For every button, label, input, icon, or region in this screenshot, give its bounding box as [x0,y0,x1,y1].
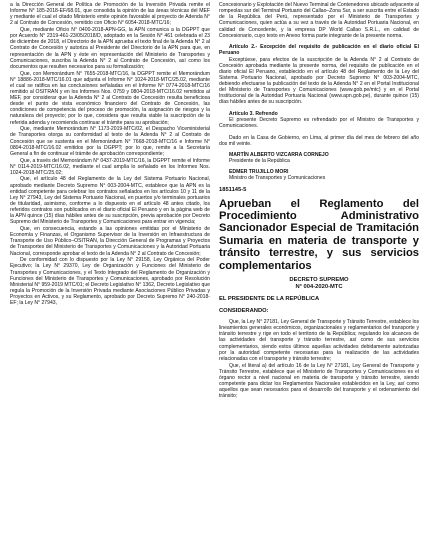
decree-number: N° 004-2020-MTC [295,284,343,291]
left-paragraph: Que, en consecuencia, estando a las opiniones emitidas por el Ministerio de Economía y Finanzas, el Organismo Supervisor de la Inversión en Infraestructura de Transporte de Uso Público–OSITRAN, la Dirección General de Programas y Proyectos de Transportes del Ministerio de Transportes y Comunicaciones y la Autoridad Portuaria Nacional, corresponde aprobar el texto de la Adenda N° 2 al Contrato de Concesión; [10,226,210,257]
left-paragraph: a la Dirección General de Política de Promoción de la Inversión Privada remite el Informe N° 185-2018-EF/68.01, que consolida la opinión de las áreas técnicas del MEF y mediante el cual el citado Ministerio emite opinión favorable al proyecto de Adenda N° 2 al Contrato de Concesión, remitido con Oficio N° 6054-2018-MTC/16; [10,2,210,27]
left-paragraph: Que, mediante Memorándum N° 1173-2019-MTC/02, el Despacho Viceministerial de Transportes otorga su conformidad al texto de la Adenda N° 2 al Contrato de Concesión que se sustenta en el Memorándum N° 7668-2018-MTC/16 e Informe N° 0804-2018-MTC/16.02 emitidos por la DGPPT; por lo que, remite a la Secretaría General a fin de continuar el trámite de aprobación correspondiente; [10,126,210,157]
signature-name: EDMER TRUJILLO MORI [229,169,289,176]
left-column [10,2,210,306]
article-3-label: Artículo 3. Refrendo [229,110,278,117]
signature-role: Ministro de Transportes y Comunicaciones [229,175,326,182]
norm-title: Aprueban el Reglamento del Procedimiento Administrativo Sancionador Especial de Tramitación Sumaria en materia de transporte y tránsito terrestre, y sus servicios complementarios [219,197,419,272]
left-paragraph: Que, con Memorándum N° 7655-2018-MTC/16, la DGPPT remite el Memorándum N° 18886-2018-MTC/16.01 que adjunta el Informe N° 1024-2018-MTC/25.02, mediante el cual se ratifica en las conclusiones señaladas en el Informe N° 0774-2018-MTC/16 remitido al OSITRAN y en los Informes Nos. 0759 y 0804-2018-MTC/16.02 remitidos al MEF, por considerar que la Adenda N° 2 al Contrato de Concesión resulta beneficiosa desde el punto de vista económico financiero del Contrato de Concesión, las condiciones de competencia del proceso de promoción, la asignación de riesgos y la naturaleza del proyecto; por lo que, considera que resulta viable la suscripción de la referida adenda y recomienda continuar el trámite para su aprobación; [10,70,210,126]
decree-title: DECRETO SUPREMO [289,277,349,284]
left-paragraph: Que, a través del Memorándum N° 0437-2019-MTC/16, la DGPPT remite el Informe N° 0114-2019-MTC/16.02, mediante el cual amplía lo señalado en los Informes Nos. 1024-2018-MTC/25.02; [10,157,210,176]
president-heading: EL PRESIDENTE DE LA REPÚBLICA [219,296,320,303]
right-column [219,2,419,399]
left-paragraph: Que, el artículo 48 del Reglamento de la Ley del Sistema Portuario Nacional, aprobado mediante Decreto Supremo N° 003-2004-MTC, establece que la APN es la entidad competente para celebrar los contratos señalados en los artículos 10 y 11 de la Ley N° 27943, Ley del Sistema Portuario Nacional, en puertos y/o terminales portuarios de titularidad, asimismo, conforme a lo dispuesto en el artículo 48 antes citado, los referidos contratos son publicados en el diario oficial El Peruano y en la página web de la APN quince (15) días hábiles antes de su suscripción, previa aprobación por Decreto Supremo del Ministerio de Transportes y Comunicaciones para entrar en vigencia; [10,176,210,226]
left-paragraph: Que, mediante Oficio N° 0400-2018-APN-GG, la APN comunica a la DGPPT que por Acuerdo N° 2319-461-23/05/2018/D, adoptado en la Sesión N° 461 celebrada el 23 de diciembre de 2018, el Directorio de la APN aprueba el texto final de la Adenda N° 2 al Contrato de Concesión y autoriza al Presidente del Directorio de la APN para que, en representación de la APN y éste en representación del Ministerio de Transportes y Comunicaciones, suscriba la Adenda N° 2 al Contrato de Concesión, así como los documentos que resulten necesarios para su formalización; [10,27,210,70]
given-text: Dado en la Casa de Gobierno, en Lima, al primer día del mes de febrero del año dos mil veinte. [219,134,419,147]
article-2 [219,44,419,56]
considerando-paragraph: Que, el literal a) del artículo 16 de la Ley N° 27181, Ley General de Transporte y Tránsito Terrestre, establece que el Ministerio de Transportes y Comunicaciones es el órgano rector a nivel nacional en materia de transporte y tránsito terrestre, siendo competente para dictar los Reglamentos Nacionales establecidos en la Ley, así como aquellos que sean necesarios para el desarrollo del transporte y el ordenamiento del tránsito; [219,362,419,400]
article-3-text: El presente Decreto Supremo es refrendado por el Ministro de Transportes y Comunicaciones. [219,117,419,130]
document-code: 1851145-5 [219,186,247,193]
signature-name: MARTÍN ALBERTO VIZCARRA CORNEJO [229,151,329,158]
article-2-label: Artículo 2.- Excepción del requisito de publicación en el diario oficial El Peruano [219,43,419,56]
considerando-paragraph: Que, la Ley N° 27181, Ley General de Transporte y Tránsito Terrestre, establece los lineamientos generales económicos, organizacionales y reglamentarios del transporte y tránsito terrestre y rige en todo el territorio de la República; regulando los alcances de las actividades del transporte y tránsito terrestre, así como de sus servicios complementarios, siendo estos últimos aquellas actividades debidamente autorizadas por la autoridad competente necesarias para la realización de las actividades relacionadas con el transporte y tránsito terrestre; [219,319,419,362]
article-2-text: Exceptúese, para efectos de la suscripción de la Adenda N° 2 al Contrato de Concesión aprobada mediante la presente norma, del requisito de publicación en el diario oficial El Peruano, establecido en el artículo 48 del Reglamento de la Ley del Sistema Portuario Nacional, aprobado por Decreto Supremo N° 003-2004-MTC, debiendo efectuarse la publicación del texto de la Adenda N° 2 en el Portal Institucional del Ministerio de Transportes y Comunicaciones (www.gob.pe/mtc) y en el Portal Institucional de la Autoridad Portuaria Nacional (www.apn.gob.pe), durante quince (15) días hábiles antes de su suscripción. [219,56,419,106]
right-paragraph: Concesionario y Explotación del Nuevo Terminal de Contenedores ubicado adyacente al rompeolas sur del Terminal Portuario del Callao–Zona Sur, a ser suscrita entre el Estado de la República del Perú, representado por el Ministerio de Transportes y Comunicaciones, quien actúa a su vez a través de la Autoridad Portuaria Nacional, en calidad de Concedente, y la empresa DP World Callao S.R.L., en calidad de Concesionario, cuyo texto en Anexo forma parte integrante de la presente norma. [219,2,419,39]
article-3 [219,111,419,117]
considerando-heading: CONSIDERANDO: [219,308,269,315]
left-paragraph: De conformidad con lo dispuesto por la Ley N° 29158, Ley Orgánica del Poder Ejecutivo; la Ley N° 29370, Ley de Organización y Funciones del Ministerio de Transportes y Comunicaciones, y el Texto Integrado del Reglamento de Organización y Funciones del Ministerio de Transportes y Comunicaciones, aprobado por Resolución Ministerial N° 959-2019 MTC/01; el Decreto Legislativo N° 1362, Decreto Legislativo que regula la Promoción de la Inversión Privada mediante Asociaciones Público Privadas y Proyectos en Activos, y su Reglamento, aprobado por Decreto Supremo N° 240-2018-EF; la Ley N° 27943, [10,257,210,307]
signature-role: Presidente de la República [229,158,290,165]
